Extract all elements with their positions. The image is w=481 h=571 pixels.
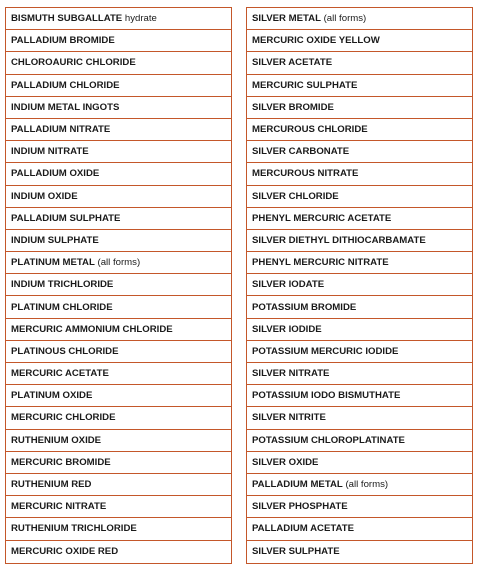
table-row	[6, 296, 231, 318]
product-name: RUTHENIUM TRICHLORIDE	[11, 523, 137, 535]
right-product-column	[246, 7, 473, 564]
product-name: PLATINUM METAL	[11, 257, 95, 269]
table-row	[6, 208, 231, 230]
product-name: SILVER DIETHYL DITHIOCARBAMATE	[252, 234, 426, 246]
product-name: MERCURIC AMMONIUM CHLORIDE	[11, 323, 173, 335]
table-row	[247, 363, 472, 385]
product-name: SILVER BROMIDE	[252, 101, 334, 113]
table-row	[247, 97, 472, 119]
table-row	[247, 407, 472, 429]
table-row	[6, 52, 231, 74]
table-row	[247, 296, 472, 318]
product-name: MERCUROUS CHLORIDE	[252, 124, 368, 136]
table-row	[247, 8, 472, 30]
product-name: SILVER METAL	[252, 13, 321, 25]
product-name: PALLADIUM OXIDE	[11, 168, 100, 180]
table-row	[247, 163, 472, 185]
table-row	[247, 474, 472, 496]
product-name: PLATINOUS CHLORIDE	[11, 345, 119, 357]
table-row	[247, 230, 472, 252]
table-row	[6, 496, 231, 518]
table-row	[247, 452, 472, 474]
table-row	[6, 430, 231, 452]
product-name: PALLADIUM ACETATE	[252, 523, 354, 535]
table-row	[6, 541, 231, 563]
product-name: POTASSIUM IODO BISMUTHATE	[252, 390, 401, 402]
table-row	[6, 452, 231, 474]
product-name: SILVER NITRITE	[252, 412, 326, 424]
table-row	[247, 252, 472, 274]
product-name: SILVER PHOSPHATE	[252, 501, 348, 513]
table-row	[247, 208, 472, 230]
table-row	[247, 319, 472, 341]
product-name: SILVER IODIDE	[252, 323, 322, 335]
product-name-suffix: (all forms)	[320, 13, 367, 25]
product-name: INDIUM OXIDE	[11, 190, 78, 202]
product-name: INDIUM METAL INGOTS	[11, 101, 120, 113]
product-name: PLATINUM CHLORIDE	[11, 301, 113, 313]
product-name: SILVER NITRATE	[252, 368, 330, 380]
product-name-suffix: (all forms)	[94, 257, 141, 269]
product-name: PALLADIUM METAL	[252, 479, 343, 491]
table-row	[247, 119, 472, 141]
table-row	[247, 541, 472, 563]
product-name: SILVER CHLORIDE	[252, 190, 339, 202]
left-product-column	[5, 7, 232, 564]
table-row	[6, 274, 231, 296]
table-row	[247, 341, 472, 363]
product-name: MERCUROUS NITRATE	[252, 168, 359, 180]
product-name: RUTHENIUM OXIDE	[11, 434, 102, 446]
table-row	[247, 141, 472, 163]
product-name: SILVER SULPHATE	[252, 546, 340, 558]
product-name: PALLADIUM NITRATE	[11, 124, 111, 136]
table-row	[247, 186, 472, 208]
product-name: BISMUTH SUBGALLATE	[11, 13, 123, 25]
table-row	[6, 97, 231, 119]
product-name: MERCURIC CHLORIDE	[11, 412, 116, 424]
product-name-suffix: (all forms)	[342, 479, 389, 491]
table-row	[6, 341, 231, 363]
table-row	[6, 186, 231, 208]
product-name: PALLADIUM BROMIDE	[11, 35, 115, 47]
product-name: CHLOROAURIC CHLORIDE	[11, 57, 136, 69]
product-name: SILVER ACETATE	[252, 57, 333, 69]
table-row	[247, 518, 472, 540]
product-name: PLATINUM OXIDE	[11, 390, 93, 402]
table-row	[6, 163, 231, 185]
table-row	[6, 119, 231, 141]
product-name-suffix: hydrate	[122, 13, 157, 25]
product-name: INDIUM NITRATE	[11, 146, 89, 158]
table-row	[6, 30, 231, 52]
product-name: POTASSIUM CHLOROPLATINATE	[252, 434, 405, 446]
table-row	[6, 230, 231, 252]
table-row	[247, 430, 472, 452]
table-row	[6, 75, 231, 97]
product-name: INDIUM TRICHLORIDE	[11, 279, 114, 291]
product-name: MERCURIC OXIDE RED	[11, 546, 119, 558]
product-name: MERCURIC ACETATE	[11, 368, 109, 380]
product-name: MERCURIC BROMIDE	[11, 456, 111, 468]
table-row	[6, 141, 231, 163]
product-name: PHENYL MERCURIC ACETATE	[252, 212, 392, 224]
table-row	[6, 474, 231, 496]
product-name: POTASSIUM MERCURIC IODIDE	[252, 345, 399, 357]
product-name: PHENYL MERCURIC NITRATE	[252, 257, 389, 269]
product-name: MERCURIC SULPHATE	[252, 79, 358, 91]
table-row	[6, 363, 231, 385]
table-row	[247, 274, 472, 296]
table-row	[6, 319, 231, 341]
product-name: PALLADIUM SULPHATE	[11, 212, 121, 224]
table-row	[247, 496, 472, 518]
table-row	[247, 385, 472, 407]
table-row	[247, 75, 472, 97]
table-row	[6, 8, 231, 30]
table-row	[247, 30, 472, 52]
table-row	[6, 407, 231, 429]
product-name: PALLADIUM CHLORIDE	[11, 79, 120, 91]
product-name: POTASSIUM BROMIDE	[252, 301, 357, 313]
table-row	[247, 52, 472, 74]
product-name: SILVER CARBONATE	[252, 146, 350, 158]
product-name: INDIUM SULPHATE	[11, 234, 99, 246]
product-name: SILVER IODATE	[252, 279, 325, 291]
product-name: MERCURIC OXIDE YELLOW	[252, 35, 380, 47]
table-row	[6, 385, 231, 407]
table-row	[6, 252, 231, 274]
product-name: SILVER OXIDE	[252, 456, 319, 468]
product-name: RUTHENIUM RED	[11, 479, 92, 491]
product-name: MERCURIC NITRATE	[11, 501, 107, 513]
table-row	[6, 518, 231, 540]
